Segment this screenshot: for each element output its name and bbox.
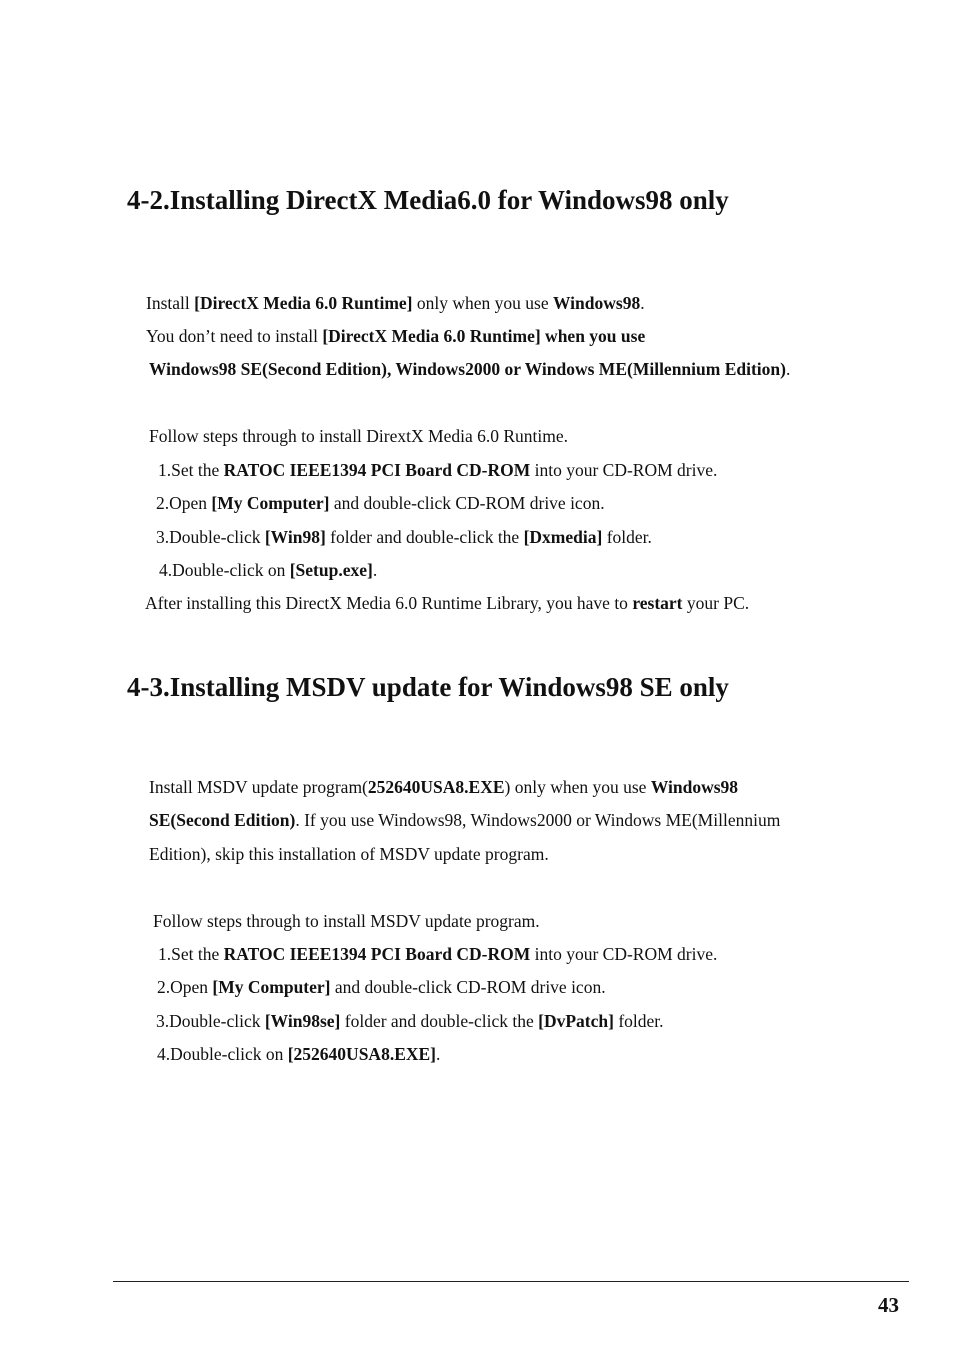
footer-rule [113, 1281, 909, 1282]
text-run: Follow steps through to install DirextX Media 6.0 Runtime. [149, 426, 569, 446]
text-run: Follow steps through to install MSDV update program. [153, 911, 540, 931]
text-run: Install [146, 293, 195, 313]
text-line [146, 328, 645, 346]
text-run: After installing this DirectX Media 6.0 Runtime Library, you have to [145, 593, 633, 613]
text-line [146, 295, 645, 313]
step-line [157, 1046, 440, 1064]
text-run: 1.Set the [158, 460, 224, 480]
bold-text: RATOC IEEE1394 PCI Board CD-ROM [223, 460, 531, 480]
text-run: 2.Open [157, 977, 213, 997]
text-line [149, 428, 568, 446]
bold-text: [Setup.exe] [289, 560, 373, 580]
text-run: . [436, 1044, 441, 1064]
bold-text: [Win98se] [264, 1011, 341, 1031]
step-line [157, 979, 606, 997]
text-line [149, 812, 780, 830]
text-line [153, 913, 540, 931]
step-line [156, 529, 652, 547]
bold-text: Windows98 SE(Second Edition), Windows2000 or Windows ME(Millennium Edition) [149, 359, 786, 379]
text-run: 4.Double-click on [157, 1044, 288, 1064]
step-line [159, 562, 377, 580]
bold-text: SE(Second Edition) [149, 810, 296, 830]
section-heading-directx: 4-2.Installing DirectX Media6.0 for Windows98 only [127, 185, 729, 215]
step-line [156, 495, 605, 513]
section-heading-msdv: 4-3.Installing MSDV update for Windows98 SE only [127, 672, 729, 702]
text-run: Install MSDV update program( [149, 777, 368, 797]
text-run: only when you use [412, 293, 553, 313]
bold-text: [My Computer] [211, 493, 330, 513]
page-number: 43 [878, 1293, 899, 1317]
step-line [158, 462, 717, 480]
bold-text: [DirectX Media 6.0 Runtime] [194, 293, 413, 313]
text-run: . [785, 359, 791, 379]
bold-text: restart [632, 593, 683, 613]
bold-text: RATOC IEEE1394 PCI Board CD-ROM [223, 944, 531, 964]
bold-text: [252640USA8.EXE] [287, 1044, 437, 1064]
bold-text: [DvPatch] [538, 1011, 614, 1031]
step-line [156, 1013, 664, 1031]
bold-text: 252640USA8.EXE [367, 777, 505, 797]
bold-text: [My Computer] [212, 977, 331, 997]
text-run: 3.Double-click [156, 1011, 265, 1031]
text-line [149, 846, 549, 864]
step-line [158, 946, 717, 964]
bold-text: [Win98] [264, 527, 326, 547]
text-run: your PC. [682, 593, 750, 613]
text-run: 3.Double-click [156, 527, 265, 547]
text-run: ) only when you use [504, 777, 651, 797]
text-run: and double-click CD-ROM drive icon. [329, 493, 605, 513]
text-run: into your CD-ROM drive. [530, 944, 718, 964]
text-run: . If you use Windows98, Windows2000 or Windows ME(Millennium [295, 810, 781, 830]
text-run: into your CD-ROM drive. [530, 460, 718, 480]
text-run: Edition), skip this installation of MSDV update program. [149, 844, 549, 864]
text-run: . [372, 560, 378, 580]
text-run: You don’t need to install [146, 326, 323, 346]
bold-text: [DirectX Media 6.0 Runtime] when you use [322, 326, 646, 346]
text-line [149, 361, 790, 379]
text-run: folder. [602, 527, 652, 547]
text-run: 2.Open [156, 493, 212, 513]
text-run: folder and double-click the [340, 1011, 539, 1031]
text-line [145, 595, 749, 613]
text-run: . [640, 293, 645, 313]
text-run: 4.Double-click on [159, 560, 290, 580]
bold-text: Windows98 [552, 293, 641, 313]
text-run: folder. [613, 1011, 664, 1031]
text-run: 1.Set the [158, 944, 224, 964]
bold-text: Windows98 [650, 777, 739, 797]
text-line [149, 779, 738, 797]
text-run: folder and double-click the [325, 527, 524, 547]
bold-text: [Dxmedia] [523, 527, 603, 547]
text-run: and double-click CD-ROM drive icon. [330, 977, 606, 997]
